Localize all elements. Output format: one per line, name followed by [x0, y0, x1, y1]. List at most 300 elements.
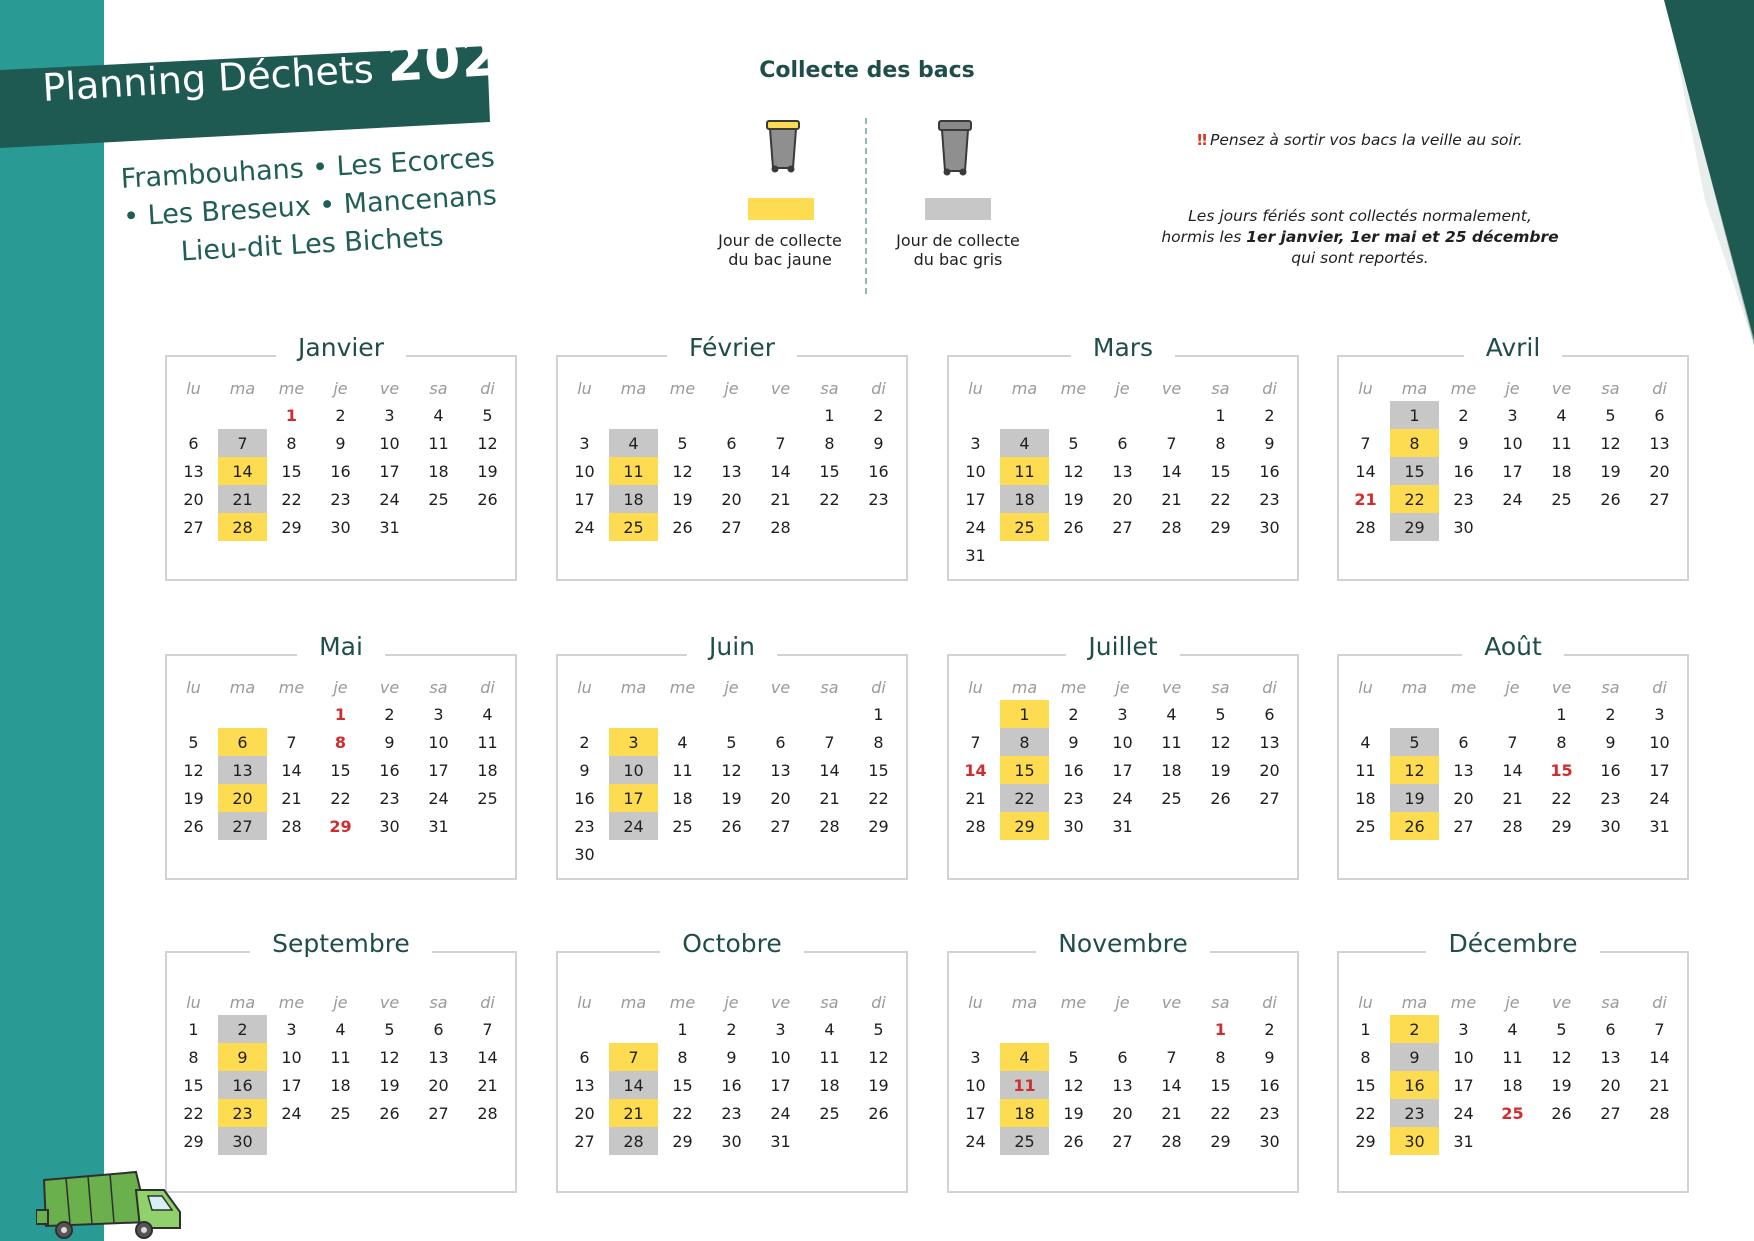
- day-cell: 25: [428, 489, 449, 509]
- day-cell: 7: [775, 433, 786, 453]
- week-row: [169, 513, 512, 541]
- week-row: [951, 457, 1294, 485]
- day-cell: 8: [1556, 732, 1567, 752]
- weekday-header: lu: [968, 378, 983, 398]
- day-cell: 18: [330, 1075, 351, 1095]
- day-cell: 15: [819, 461, 840, 481]
- town-line: Lieu-dit Les Bichets: [180, 221, 445, 268]
- day-cell: 3: [579, 433, 590, 453]
- weekday-header: ma: [229, 677, 256, 697]
- day-cell: 21: [609, 1099, 658, 1127]
- day-cell: 27: [1649, 489, 1670, 509]
- grey-bin-icon: [936, 118, 974, 178]
- day-cell: 13: [428, 1047, 449, 1067]
- day-cell: 11: [428, 433, 449, 453]
- day-cell: 16: [218, 1071, 267, 1099]
- weekday-header: ve: [379, 378, 400, 398]
- weekday-header: di: [1262, 677, 1277, 697]
- day-cell: 28: [1161, 1131, 1182, 1151]
- day-cell: 25: [1355, 816, 1376, 836]
- day-cell: 31: [1112, 816, 1133, 836]
- day-cell: 20: [574, 1103, 595, 1123]
- day-cell: 30: [379, 816, 400, 836]
- weekday-header: je: [1115, 992, 1130, 1012]
- week-row: [169, 1015, 512, 1043]
- day-cell: 12: [379, 1047, 400, 1067]
- empty-cell: [658, 840, 707, 868]
- empty-cell: [1147, 812, 1196, 840]
- day-cell: 29: [672, 1131, 693, 1151]
- week-row: [951, 1127, 1294, 1155]
- label-line: Jour de collecte: [718, 231, 842, 250]
- weekday-header: me: [1060, 992, 1087, 1012]
- empty-cell: [707, 840, 756, 868]
- day-cell: 13: [770, 760, 791, 780]
- day-cell: 5: [873, 1019, 884, 1039]
- day-cell: 13: [183, 461, 204, 481]
- weekday-header: me: [1450, 677, 1477, 697]
- empty-cell: [560, 1015, 609, 1043]
- week-row: [169, 485, 512, 513]
- day-cell: 10: [1112, 732, 1133, 752]
- day-cell: 6: [775, 732, 786, 752]
- day-cell: 22: [1551, 788, 1572, 808]
- day-cell: 13: [1649, 433, 1670, 453]
- day-cell: 3: [1654, 704, 1665, 724]
- empty-cell: [560, 401, 609, 429]
- empty-cell: [1049, 401, 1098, 429]
- day-cell: 22: [1390, 485, 1439, 513]
- day-cell: 28: [819, 816, 840, 836]
- day-cell: 11: [672, 760, 693, 780]
- day-cell: 24: [1649, 788, 1670, 808]
- week-row: [560, 1015, 903, 1043]
- day-cell: 6: [433, 1019, 444, 1039]
- weekday-header: ma: [620, 992, 647, 1012]
- week-row: [560, 812, 903, 840]
- week-row: [169, 1127, 512, 1155]
- day-cell: 2: [1068, 704, 1079, 724]
- week-row: [560, 513, 903, 541]
- day-cell: 20: [1600, 1075, 1621, 1095]
- reminder-notice: [1160, 131, 1560, 149]
- month-title: [556, 632, 908, 661]
- weekday-header: di: [871, 992, 886, 1012]
- yellow-legend-label: [700, 231, 860, 269]
- empty-cell: [365, 1127, 414, 1155]
- day-cell: 19: [1210, 760, 1231, 780]
- weekday-header: sa: [1211, 992, 1230, 1012]
- empty-cell: [805, 700, 854, 728]
- day-cell: 5: [188, 732, 199, 752]
- day-cell: 17: [1502, 461, 1523, 481]
- empty-cell: [463, 513, 512, 541]
- day-cell: 2: [579, 732, 590, 752]
- week-row: [951, 1043, 1294, 1071]
- month-name: Juin: [687, 632, 777, 661]
- weekday-header: je: [333, 677, 348, 697]
- day-cell: 6: [1605, 1019, 1616, 1039]
- day-cell: 21: [1161, 1103, 1182, 1123]
- day-cell: 18: [609, 485, 658, 513]
- day-cell: 20: [770, 788, 791, 808]
- day-cell: 12: [183, 760, 204, 780]
- week-row: [169, 1099, 512, 1127]
- empty-cell: [1147, 541, 1196, 569]
- empty-cell: [267, 700, 316, 728]
- day-cell: 2: [384, 704, 395, 724]
- empty-cell: [951, 401, 1000, 429]
- day-cell: 13: [721, 461, 742, 481]
- day-cell: 7: [1360, 433, 1371, 453]
- day-cell: 6: [1264, 704, 1275, 724]
- week-row: [169, 756, 512, 784]
- day-cell: 22: [1210, 1103, 1231, 1123]
- day-cell: 25: [1000, 1127, 1049, 1155]
- day-cell: 30: [1600, 816, 1621, 836]
- empty-cell: [1439, 700, 1488, 728]
- day-cell: 29: [1390, 513, 1439, 541]
- day-cell: 4: [824, 1019, 835, 1039]
- day-cell: 16: [1259, 1075, 1280, 1095]
- day-cell: 31: [379, 517, 400, 537]
- day-cell: 6: [1117, 1047, 1128, 1067]
- weekday-header: me: [278, 378, 305, 398]
- day-cell: 1: [1000, 700, 1049, 728]
- weekday-header: sa: [1601, 378, 1620, 398]
- day-cell: 4: [433, 405, 444, 425]
- weekday-header: lu: [577, 677, 592, 697]
- week-row: [1341, 1099, 1684, 1127]
- day-cell: 14: [819, 760, 840, 780]
- day-cell: 11: [1502, 1047, 1523, 1067]
- day-cell: 16: [379, 760, 400, 780]
- empty-cell: [1488, 1127, 1537, 1155]
- weekday-header: sa: [820, 677, 839, 697]
- day-cell: 22: [281, 489, 302, 509]
- day-cell: 19: [721, 788, 742, 808]
- empty-cell: [951, 700, 1000, 728]
- day-cell: 8: [1360, 1047, 1371, 1067]
- day-cell: 26: [721, 816, 742, 836]
- label-line: du bac gris: [913, 250, 1003, 269]
- day-cell: 23: [1453, 489, 1474, 509]
- day-cell: 25: [1501, 1103, 1524, 1123]
- empty-cell: [414, 513, 463, 541]
- day-cell: 10: [379, 433, 400, 453]
- month-title: [947, 632, 1299, 661]
- day-cell: 16: [1063, 760, 1084, 780]
- weekday-header: di: [871, 677, 886, 697]
- day-cell: 2: [1264, 1019, 1275, 1039]
- day-cell: 12: [1063, 1075, 1084, 1095]
- empty-cell: [1245, 541, 1294, 569]
- week-row: [169, 728, 512, 756]
- day-cell: 21: [1502, 788, 1523, 808]
- weekday-header: ma: [620, 378, 647, 398]
- day-cell: 30: [1063, 816, 1084, 836]
- day-cell: 21: [1354, 489, 1377, 509]
- month-table: [169, 375, 512, 541]
- weekday-header: je: [1505, 992, 1520, 1012]
- empty-cell: [1049, 1015, 1098, 1043]
- empty-cell: [707, 700, 756, 728]
- day-cell: 25: [609, 513, 658, 541]
- day-cell: 21: [965, 788, 986, 808]
- day-cell: 14: [1161, 1075, 1182, 1095]
- weekday-header: sa: [1211, 378, 1230, 398]
- day-cell: 10: [428, 732, 449, 752]
- weekday-header: je: [724, 992, 739, 1012]
- month-table: [1341, 674, 1684, 840]
- day-cell: 1: [188, 1019, 199, 1039]
- empty-cell: [169, 401, 218, 429]
- title-year: 2025: [385, 25, 538, 95]
- empty-cell: [805, 513, 854, 541]
- empty-cell: [658, 401, 707, 429]
- month-name: Mai: [297, 632, 385, 661]
- legend-title: Collecte des bacs: [759, 58, 975, 83]
- day-cell: 17: [574, 489, 595, 509]
- day-cell: 1: [677, 1019, 688, 1039]
- day-cell: 7: [286, 732, 297, 752]
- day-cell: 16: [330, 461, 351, 481]
- left-teal-band: [0, 0, 104, 1241]
- weekday-header: ve: [770, 992, 791, 1012]
- day-cell: 19: [183, 788, 204, 808]
- week-row: [1341, 401, 1684, 429]
- weekday-header: lu: [577, 992, 592, 1012]
- day-cell: 2: [1390, 1015, 1439, 1043]
- day-cell: 10: [965, 1075, 986, 1095]
- empty-cell: [218, 401, 267, 429]
- day-cell: 3: [1117, 704, 1128, 724]
- day-cell: 12: [1600, 433, 1621, 453]
- day-cell: 24: [965, 1131, 986, 1151]
- weekday-header: lu: [186, 378, 201, 398]
- month-table: [560, 989, 903, 1155]
- day-cell: 11: [819, 1047, 840, 1067]
- day-cell: 27: [770, 816, 791, 836]
- day-cell: 25: [819, 1103, 840, 1123]
- empty-cell: [756, 401, 805, 429]
- holidays-dates: 1er janvier, 1er mai et 25 décembre: [1246, 228, 1559, 246]
- day-cell: 3: [384, 405, 395, 425]
- weekday-header: me: [669, 677, 696, 697]
- weekday-header: ve: [1161, 992, 1182, 1012]
- day-cell: 22: [1355, 1103, 1376, 1123]
- day-cell: 16: [868, 461, 889, 481]
- day-cell: 25: [1551, 489, 1572, 509]
- weekday-header: sa: [820, 378, 839, 398]
- day-cell: 20: [721, 489, 742, 509]
- day-cell: 10: [1649, 732, 1670, 752]
- month-name: Juillet: [1066, 632, 1179, 661]
- empty-cell: [1098, 541, 1147, 569]
- day-cell: 11: [1000, 1071, 1049, 1099]
- day-cell: 24: [574, 517, 595, 537]
- day-cell: 12: [1390, 756, 1439, 784]
- warning-icon: ‼: [1197, 131, 1207, 149]
- day-cell: 14: [1502, 760, 1523, 780]
- day-cell: 15: [1550, 760, 1573, 780]
- grey-legend-label: [878, 231, 1038, 269]
- day-cell: 18: [1000, 485, 1049, 513]
- day-cell: 31: [1649, 816, 1670, 836]
- month-name: Décembre: [1426, 929, 1599, 958]
- day-cell: 4: [335, 1019, 346, 1039]
- day-cell: 23: [218, 1099, 267, 1127]
- week-row: [1341, 485, 1684, 513]
- day-cell: 26: [1210, 788, 1231, 808]
- empty-cell: [560, 700, 609, 728]
- day-cell: 18: [1000, 1099, 1049, 1127]
- week-row: [1341, 429, 1684, 457]
- week-row: [951, 756, 1294, 784]
- day-cell: 27: [183, 517, 204, 537]
- day-cell: 22: [330, 788, 351, 808]
- day-cell: 9: [1068, 732, 1079, 752]
- weekday-header: me: [669, 992, 696, 1012]
- empty-cell: [1341, 700, 1390, 728]
- week-row: [560, 1099, 903, 1127]
- day-cell: 1: [285, 405, 298, 425]
- weekday-header: di: [1652, 378, 1667, 398]
- day-cell: 14: [964, 760, 987, 780]
- day-cell: 28: [770, 517, 791, 537]
- week-row: [951, 401, 1294, 429]
- month-title: [165, 929, 517, 958]
- day-cell: 30: [574, 844, 595, 864]
- day-cell: 27: [574, 1131, 595, 1151]
- empty-cell: [805, 840, 854, 868]
- day-cell: 20: [428, 1075, 449, 1095]
- day-cell: 27: [1112, 1131, 1133, 1151]
- day-cell: 26: [1063, 1131, 1084, 1151]
- day-cell: 18: [672, 788, 693, 808]
- yellow-swatch: [748, 198, 814, 220]
- day-cell: 7: [609, 1043, 658, 1071]
- week-row: [560, 429, 903, 457]
- weekday-header: me: [1060, 677, 1087, 697]
- month-title: [1337, 929, 1689, 958]
- weekday-header: di: [480, 677, 495, 697]
- weekday-header: ma: [1401, 677, 1428, 697]
- day-cell: 9: [1264, 433, 1275, 453]
- day-cell: 26: [1063, 517, 1084, 537]
- weekday-header: me: [1060, 378, 1087, 398]
- weekday-header: ve: [1161, 378, 1182, 398]
- day-cell: 28: [1502, 816, 1523, 836]
- empty-cell: [1341, 401, 1390, 429]
- empty-cell: [1000, 401, 1049, 429]
- weekday-header: lu: [1358, 677, 1373, 697]
- day-cell: 3: [433, 704, 444, 724]
- day-cell: 31: [965, 545, 986, 565]
- day-cell: 2: [873, 405, 884, 425]
- day-cell: 10: [965, 461, 986, 481]
- empty-cell: [463, 812, 512, 840]
- day-cell: 22: [183, 1103, 204, 1123]
- day-cell: 23: [379, 788, 400, 808]
- day-cell: 11: [330, 1047, 351, 1067]
- day-cell: 29: [868, 816, 889, 836]
- day-cell: 4: [1166, 704, 1177, 724]
- day-cell: 26: [868, 1103, 889, 1123]
- day-cell: 5: [1068, 433, 1079, 453]
- empty-cell: [414, 1127, 463, 1155]
- month-name: Janvier: [276, 333, 406, 362]
- week-row: [1341, 457, 1684, 485]
- empty-cell: [854, 840, 903, 868]
- day-cell: 31: [1453, 1131, 1474, 1151]
- day-cell: 30: [721, 1131, 742, 1151]
- day-cell: 18: [1502, 1075, 1523, 1095]
- day-cell: 23: [1600, 788, 1621, 808]
- day-cell: 9: [873, 433, 884, 453]
- day-cell: 13: [1112, 461, 1133, 481]
- week-row: [169, 429, 512, 457]
- day-cell: 22: [819, 489, 840, 509]
- day-cell: 9: [384, 732, 395, 752]
- day-cell: 9: [1264, 1047, 1275, 1067]
- day-cell: 23: [1390, 1099, 1439, 1127]
- empty-cell: [609, 1015, 658, 1043]
- day-cell: 30: [1259, 1131, 1280, 1151]
- holidays-line: Les jours fériés sont collectés normalement,: [1188, 207, 1532, 225]
- day-cell: 8: [1215, 1047, 1226, 1067]
- month-title: [165, 333, 517, 362]
- month-title: [947, 333, 1299, 362]
- month-name: Août: [1462, 632, 1564, 661]
- week-row: [560, 485, 903, 513]
- day-cell: 13: [574, 1075, 595, 1095]
- day-cell: 28: [1649, 1103, 1670, 1123]
- day-cell: 26: [1600, 489, 1621, 509]
- day-cell: 22: [672, 1103, 693, 1123]
- empty-cell: [1147, 1015, 1196, 1043]
- day-cell: 7: [1166, 1047, 1177, 1067]
- month-name: Février: [667, 333, 797, 362]
- day-cell: 4: [1000, 1043, 1049, 1071]
- legend-divider: [865, 118, 867, 294]
- day-cell: 18: [1355, 788, 1376, 808]
- day-cell: 5: [677, 433, 688, 453]
- day-cell: 21: [281, 788, 302, 808]
- weekday-header: ve: [770, 378, 791, 398]
- day-cell: 14: [770, 461, 791, 481]
- town-line: Frambouhans • Les Ecorces: [119, 142, 496, 195]
- day-cell: 27: [218, 812, 267, 840]
- empty-cell: [1000, 1015, 1049, 1043]
- day-cell: 15: [672, 1075, 693, 1095]
- day-cell: 30: [218, 1127, 267, 1155]
- day-cell: 2: [1605, 704, 1616, 724]
- weekday-header: ma: [1011, 677, 1038, 697]
- week-row: [1341, 784, 1684, 812]
- day-cell: 14: [1355, 461, 1376, 481]
- day-cell: 25: [1000, 513, 1049, 541]
- day-cell: 25: [477, 788, 498, 808]
- day-cell: 1: [1390, 401, 1439, 429]
- empty-cell: [609, 840, 658, 868]
- weekday-header: lu: [1358, 992, 1373, 1012]
- week-row: [1341, 1127, 1684, 1155]
- week-row: [1341, 756, 1684, 784]
- empty-cell: [756, 840, 805, 868]
- day-cell: 20: [1453, 788, 1474, 808]
- week-row: [1341, 812, 1684, 840]
